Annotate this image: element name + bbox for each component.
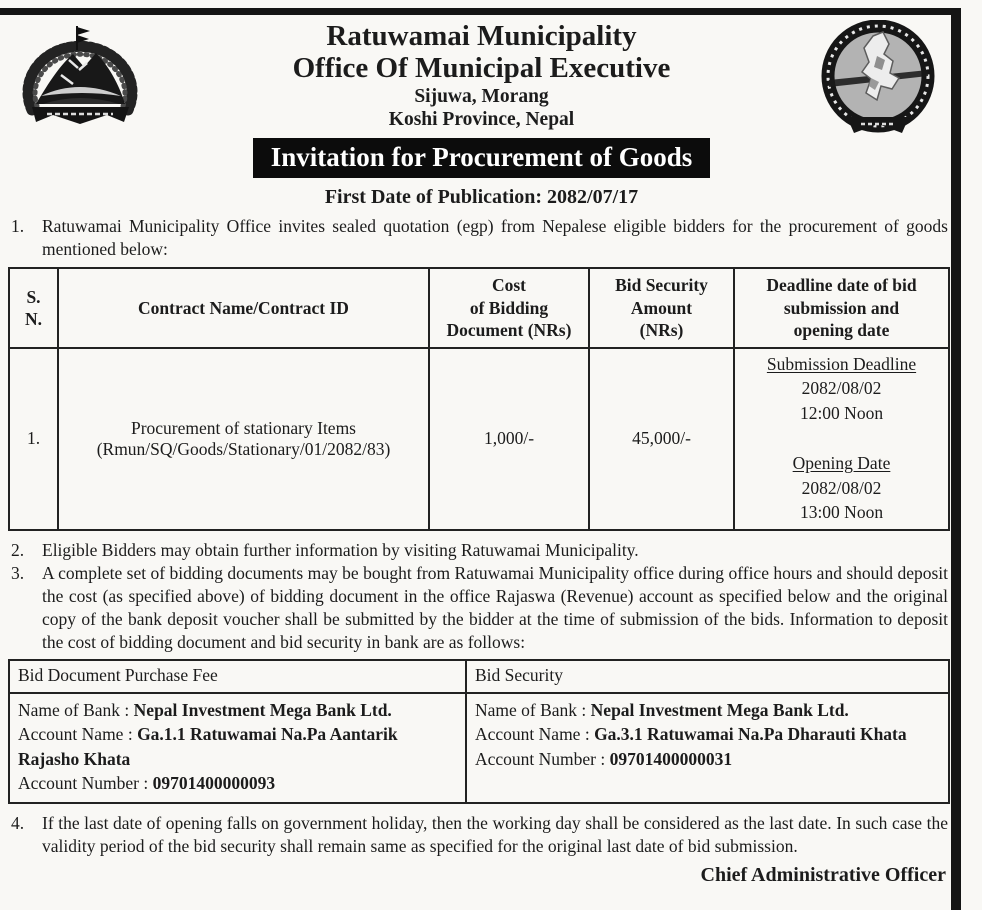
fee-account-name-line: Account Name : Ga.1.1 Ratuwamai Na.Pa Aantarik Rajasho Khata: [18, 724, 398, 769]
page-border-top: [0, 8, 961, 15]
province-line: Koshi Province, Nepal: [388, 108, 575, 130]
item-1-text: Ratuwamai Municipality Office invites sealed quotation (egp) from Nepalese eligible bidders for the procurement of goods mentioned below:: [42, 216, 948, 260]
procurement-table: [8, 267, 950, 530]
submission-date: 2082/08/02: [801, 378, 882, 398]
notice-item-1: [8, 215, 948, 261]
row-1-sn: 1.: [9, 348, 58, 530]
municipality-seal-icon: [819, 20, 939, 140]
col-header-security: Bid Security Amount (NRs): [589, 268, 734, 347]
procurement-table-row-1: [9, 348, 949, 530]
signature-title: Chief Administrative Officer: [700, 863, 946, 886]
bank-table-header-row: [9, 660, 949, 693]
security-account-name: Ga.3.1 Ratuwamai Na.Pa Dharauti Khata: [594, 724, 907, 744]
address-line: Sijuwa, Morang: [414, 85, 549, 107]
item-2-text: Eligible Bidders may obtain further information by visiting Ratuwamai Municipality.: [42, 539, 639, 560]
security-account-number-line: Account Number : 09701400000031: [475, 748, 733, 769]
bank-details-table: [8, 659, 950, 804]
item-3-number: 3.: [11, 562, 25, 583]
security-bank-details: [466, 693, 949, 803]
fee-account-number-line: Account Number : 09701400000093: [18, 773, 276, 793]
deadline-gap: [738, 425, 945, 451]
opening-date-label: Opening Date: [792, 453, 891, 473]
security-account-name-line: Account Name : Ga.3.1 Ratuwamai Na.Pa Dharauti Khata: [475, 724, 907, 744]
col-header-cost: Cost of Bidding Document (NRs): [429, 268, 589, 347]
procurement-table-header-row: [9, 268, 949, 347]
contract-id: (Rmun/SQ/Goods/Stationary/01/2082/83): [96, 438, 391, 459]
fee-account-number: 09701400000093: [152, 773, 276, 793]
page-border-right: [951, 8, 961, 910]
municipality-seal-logo: [810, 20, 948, 140]
fee-bank-name-line: Name of Bank : Nepal Investment Mega Bank Ltd.: [18, 699, 392, 720]
publication-date-line: First Date of Publication: 2082/07/17: [324, 186, 639, 209]
banner-row: [153, 138, 810, 178]
col-header-contract: Contract Name/Contract ID: [58, 268, 429, 347]
notice-content: [8, 20, 948, 887]
letterhead-text: [153, 20, 810, 209]
submission-deadline-label: Submission Deadline: [766, 353, 917, 374]
letterhead: [8, 20, 948, 209]
item-1-number: 1.: [11, 216, 25, 237]
item-3-text: A complete set of bidding documents may be bought from Ratuwamai Municipality office during office hours and should deposit the cost (as specified above) of bidding document in the office Rajaswa (Revenue) account as specified below and the original copy of the bank deposit voucher shall be submitted by the bidder at the time of submission of the bids. Information to deposit the cost of bidding document and bid security in bank are as follows:: [42, 562, 948, 652]
notice-item-4: [8, 812, 948, 858]
security-account-number: 09701400000031: [609, 748, 733, 769]
fee-bank-name: Nepal Investment Mega Bank Ltd.: [133, 699, 392, 720]
opening-time: 13:00 Noon: [799, 502, 884, 522]
security-bank-name-line: Name of Bank : Nepal Investment Mega Bank Ltd.: [475, 699, 849, 720]
item-4-number: 4.: [11, 812, 25, 833]
fee-account-name: Ga.1.1 Ratuwamai Na.Pa Aantarik Rajasho Khata: [18, 724, 398, 769]
fee-column-header: Bid Document Purchase Fee: [9, 660, 466, 693]
security-column-header: Bid Security: [466, 660, 949, 693]
submission-time: 12:00 Noon: [799, 402, 884, 423]
security-bank-name: Nepal Investment Mega Bank Ltd.: [590, 699, 849, 720]
office-name: Office Of Municipal Executive: [292, 52, 671, 85]
item-4-text: If the last date of opening falls on government holiday, then the working day shall be considered as the last date. In such case the validity period of the bid security shall remain same as specified for the original last date of bid submission.: [42, 812, 948, 856]
row-1-security: 45,000/-: [589, 348, 734, 530]
row-1-cost: 1,000/-: [429, 348, 589, 530]
opening-date: 2082/08/02: [801, 477, 882, 498]
notice-item-2: [8, 539, 948, 562]
col-header-sn: S. N.: [9, 268, 58, 347]
row-1-contract: [58, 348, 429, 530]
notice-title-banner: Invitation for Procurement of Goods: [253, 138, 710, 178]
notice-item-3: [8, 562, 948, 654]
item-2-number: 2.: [11, 539, 25, 560]
org-name: Ratuwamai Municipality: [326, 20, 637, 52]
col-header-deadline: Deadline date of bid submission and opening date: [734, 268, 949, 347]
fee-bank-details: [9, 693, 466, 803]
nepal-emblem-logo: [8, 20, 153, 132]
contract-name: Procurement of stationary Items: [130, 417, 356, 438]
nepal-emblem-icon: [13, 20, 148, 132]
bank-table-data-row: [9, 693, 949, 803]
row-1-deadline: [734, 348, 949, 530]
